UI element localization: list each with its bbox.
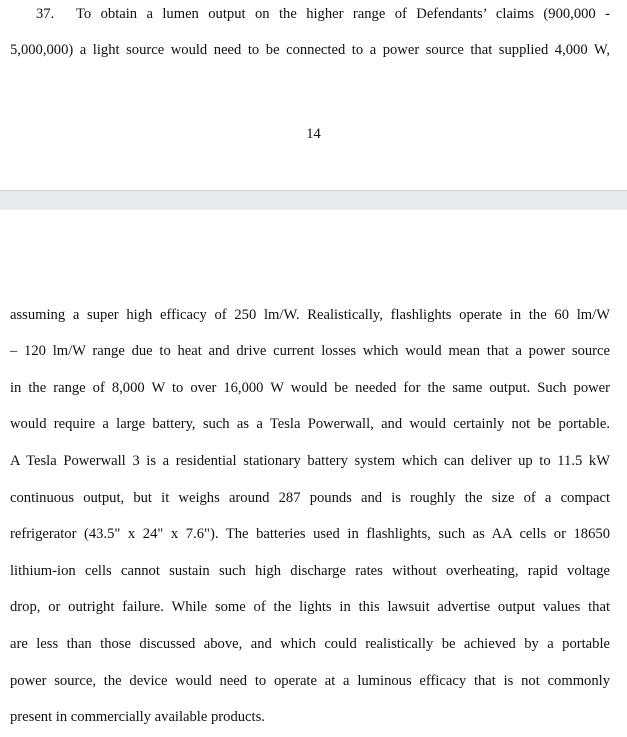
text-line: power source, the device would need to operate at a luminous efficacy that is not commonly: [10, 673, 610, 689]
text-line: lithium-ion cells cannot sustain such high discharge rates without overheating, rapid voltage: [10, 563, 610, 579]
text-line: A Tesla Powerwall 3 is a residential stationary battery system which can deliver up to 11.5 kW: [10, 453, 610, 469]
text-line: are less than those discussed above, and which could realistically be achieved by a portable: [10, 636, 610, 652]
text-line-last: present in commercially available products.: [10, 709, 265, 725]
document-page-14: [0, 0, 627, 190]
text-line: assuming a super high efficacy of 250 lm/W. Realistically, flashlights operate in the 60 lm/W: [10, 307, 610, 323]
paragraph-37-first-line: 37. To obtain a lumen output on the higher range of Defendants’ claims (900,000 -: [10, 4, 610, 24]
text-line: in the range of 8,000 W to over 16,000 W would be needed for the same output. Such power: [10, 380, 610, 396]
text-line: 5,000,000) a light source would need to be connected to a power source that supplied 4,000 W,: [10, 42, 610, 58]
document-page-15: [0, 210, 627, 737]
text-line: would require a large battery, such as a Tesla Powerwall, and would certainly not be portable.: [10, 416, 610, 432]
page-number: 14: [306, 126, 321, 142]
text-line: – 120 lm/W range due to heat and drive current losses which would mean that a power source: [10, 343, 610, 359]
text-line: continuous output, but it weighs around 287 pounds and is roughly the size of a compact: [10, 490, 610, 506]
text-line: drop, or outright failure. While some of the lights in this lawsuit advertise output values that: [10, 599, 610, 615]
paragraph-number: 37.: [36, 6, 55, 22]
text-line: refrigerator (43.5" x 24" x 7.6"). The batteries used in flashlights, such as AA cells or 18650: [10, 526, 610, 542]
page-separator: [0, 190, 627, 211]
